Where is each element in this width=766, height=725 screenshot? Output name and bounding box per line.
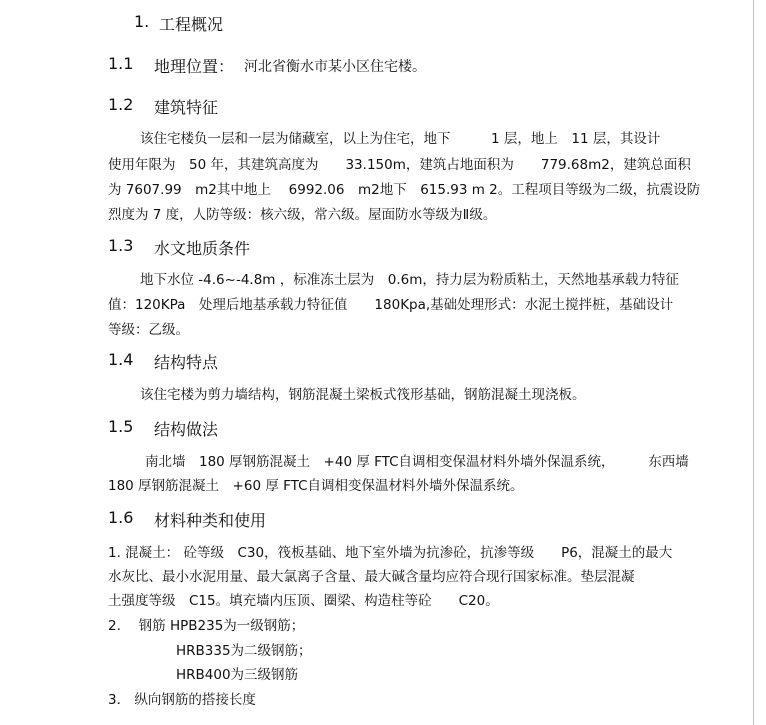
section-1-2-number: 1.2 — [108, 95, 134, 114]
paragraph-line: 土强度等级 C15。填充墙内压顶、圈梁、构造柱等砼 C20。 — [108, 593, 499, 609]
list-item: HRB400为三级钢筋 — [176, 667, 299, 683]
page-edge-line — [753, 0, 754, 725]
section-1-6-title: 材料种类和使用 — [154, 511, 267, 530]
paragraph-line: 地下水位 -4.6~-4.8m ，标准冻土层为 0.6m，持力层为粉质粘土，天然地基承载力特征 — [140, 272, 679, 288]
section-1-1-number: 1.1 — [108, 54, 134, 73]
paragraph-line: 烈度为 7 度，人防等级：核六级，常六级。屋面防水等级为Ⅱ级。 — [108, 207, 497, 223]
section-1-3-title: 水文地质条件 — [154, 239, 251, 258]
section-1-5-title: 结构做法 — [154, 420, 219, 439]
paragraph-line: 该住宅楼负一层和一层为储藏室，以上为住宅，地下 1 层，地上 11 层，其设计 — [140, 131, 661, 147]
paragraph-line: 等级：乙级。 — [108, 322, 189, 338]
section-1-1-title: 地理位置： — [154, 57, 235, 76]
paragraph-line: 180 厚钢筋混凝土 +60 厚 FTC自调相变保温材料外墙外保温系统。 — [108, 478, 524, 494]
paragraph-line: 为 7607.99 m2其中地上 6992.06 m2地下 615.93 m 2。工程项目等级为二级，抗震设防 — [108, 182, 701, 198]
section-1-number: 1. — [134, 12, 150, 31]
section-1-3-number: 1.3 — [108, 236, 134, 255]
section-1-1-text: 河北省衡水市某小区住宅楼。 — [244, 59, 426, 75]
section-1-title: 工程概况 — [159, 15, 224, 34]
paragraph-line: 使用年限为 50 年，其建筑高度为 33.150m，建筑占地面积为 779.68m2，建筑总面积 — [108, 157, 691, 173]
section-1-4-title: 结构特点 — [154, 353, 219, 372]
paragraph-line: 南北墙 180 厚钢筋混凝土 +40 厚 FTC自调相变保温材料外墙外保温系统， 东西墙 — [145, 454, 689, 470]
section-1-6-number: 1.6 — [108, 508, 134, 527]
list-item: HRB335为二级钢筋； — [176, 643, 312, 659]
section-1-5-number: 1.5 — [108, 417, 134, 436]
paragraph-line: 该住宅楼为剪力墙结构，钢筋混凝土梁板式筏形基础，钢筋混凝土现浇板。 — [140, 387, 586, 403]
list-item: 3． 纵向钢筋的搭接长度 — [108, 692, 256, 708]
paragraph-line: 水灰比、最小水泥用量、最大氯离子含量、最大碱含量均应符合现行国家标准。垫层混凝 — [108, 569, 635, 585]
paragraph-line: 值：120KPa 处理后地基承载力特征值 180Kpa,基础处理形式：水泥土搅拌桩，基础设计 — [108, 297, 674, 313]
list-item: 2. 钢筋 HPB235为一级钢筋； — [108, 618, 305, 634]
section-1-4-number: 1.4 — [108, 350, 134, 369]
section-1-2-title: 建筑特征 — [154, 98, 219, 117]
list-item: 1. 混凝土： 砼等级 C30，筏板基础、地下室外墙为抗渗砼，抗渗等级 P6，混凝土的最大 — [108, 545, 673, 561]
